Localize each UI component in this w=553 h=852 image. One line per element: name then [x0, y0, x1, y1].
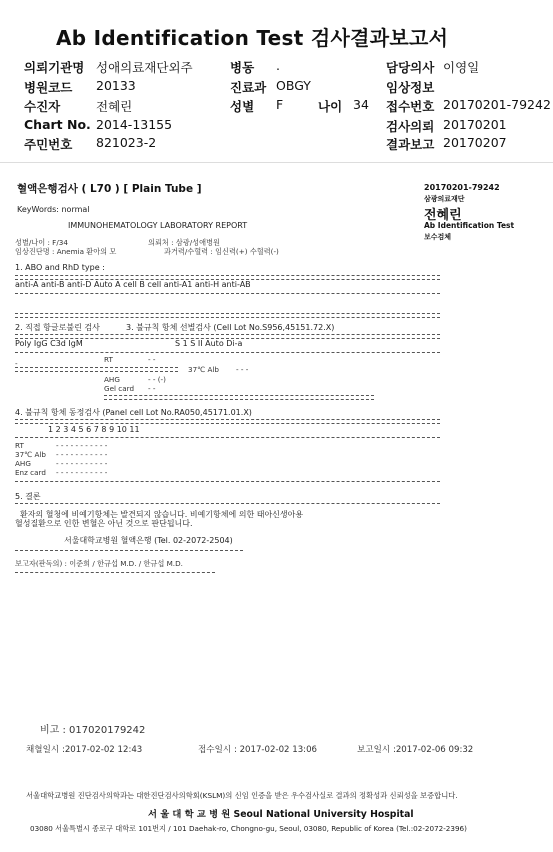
divider	[15, 419, 440, 424]
report-label: 결과보고	[386, 137, 435, 152]
section-screening: 3. 불규칙 항체 선별검사 (Cell Lot No.S956,45151.72.X)	[126, 323, 335, 332]
note-line: 비고 : 017020179242	[40, 725, 146, 736]
divider	[15, 313, 440, 318]
divider	[104, 395, 374, 400]
ward-value: .	[276, 58, 280, 73]
alb-label: 37℃ Alb	[188, 365, 219, 374]
keywords: KeyWords: normal	[17, 205, 90, 214]
dat-dash: -	[15, 359, 18, 368]
panel-ahg-label: AHG	[15, 459, 31, 468]
section-abo: 1. ABO and RhD type :	[15, 263, 105, 272]
lab-title: IMMUNOHEMATOLOGY LABORATORY REPORT	[68, 221, 248, 230]
report-value: 20170207	[443, 135, 507, 150]
sex-value: F	[276, 97, 284, 112]
stamp-note: 보수검체	[424, 233, 452, 241]
hospital-code-value: 20133	[96, 78, 136, 93]
panel-enz-values: - - - - - - - - - - -	[56, 468, 108, 477]
chart-label: Chart No.	[24, 117, 91, 132]
section-conclusion: 5. 결론	[15, 492, 41, 501]
panel-alb-values: - - - - - - - - - - -	[56, 450, 108, 459]
hospital-code-label: 병원코드	[24, 80, 73, 95]
divider	[15, 503, 440, 504]
screening-columns: S 1 S II Auto Di-a	[175, 339, 243, 348]
institution-value: 성애의료재단외주	[96, 60, 193, 75]
doctor-value: 이영일	[443, 60, 480, 75]
alb-values: - - -	[236, 365, 249, 374]
age-label: 나이	[318, 99, 343, 114]
client-info: 의뢰처 : 삼광/성애병원	[148, 238, 220, 247]
hospital-name: 서 울 대 학 교 병 원 Seoul National University Hospital	[148, 809, 414, 820]
resident-label: 주민번호	[24, 137, 73, 152]
stamp-test: Ab Identification Test	[424, 221, 515, 230]
gel-values: - -	[148, 384, 156, 393]
ahg-label: AHG	[104, 375, 120, 384]
rt-values: - -	[148, 355, 156, 364]
divider	[15, 293, 440, 294]
stamp-receipt: 20170201-79242	[424, 183, 500, 192]
divider	[15, 367, 178, 372]
request-value: 20170201	[443, 117, 507, 132]
reporter-line: 보고자(판독의) : 이준희 / 한규섭 M.D. / 한규섭 M.D.	[15, 559, 183, 568]
panel-numbers: 1 2 3 4 5 6 7 8 9 10 11	[48, 425, 140, 434]
patient-value: 전혜린	[96, 99, 133, 114]
stamp-name: 전혜린	[424, 208, 462, 223]
divider	[15, 481, 440, 482]
age-value: 34	[353, 97, 369, 112]
sheet-heading: 혈액은행검사 ( L70 ) [ Plain Tube ]	[17, 183, 202, 195]
divider	[15, 352, 440, 353]
doctor-label: 담당의사	[386, 60, 435, 75]
chart-value: 2014-13155	[96, 117, 173, 132]
divider	[15, 572, 215, 573]
panel-rt-values: - - - - - - - - - - -	[56, 441, 108, 450]
conclusion-line-2: 혈성질환으로 인한 변혈은 아닌 것으로 판단됩니다.	[15, 519, 193, 528]
patient-label: 수진자	[24, 99, 61, 114]
ahg-values: - - (-)	[148, 375, 166, 384]
patient-info-sex-age: 성별/나이 : F/34	[15, 238, 68, 247]
divider	[15, 550, 243, 551]
receive-time: 접수일시 : 2017-02-02 13:06	[198, 745, 318, 755]
panel-alb-label: 37℃ Alb	[15, 450, 46, 459]
institution-label: 의뢰기관명	[24, 60, 85, 75]
report-time: 보고일시 :2017-02-06 09:32	[357, 745, 474, 755]
stamp-org: 삼광의료재단	[424, 195, 465, 203]
dept-value: OBGY	[276, 78, 311, 93]
dat-columns: Poly IgG C3d IgM	[15, 339, 83, 348]
scanned-report-sheet	[0, 162, 553, 852]
panel-ahg-values: - - - - - - - - - - -	[56, 459, 108, 468]
clinical-label: 임상정보	[386, 80, 435, 95]
rt-label: RT	[104, 355, 113, 364]
collect-time: 채혈일시 :2017-02-02 12:43	[26, 745, 143, 755]
resident-value: 821023-2	[96, 135, 157, 150]
sex-label: 성별	[230, 99, 255, 114]
hospital-address: 03080 서울특별시 종로구 대학로 101번지 / 101 Daehak-ro, Chongno-gu, Seoul, 03080, Republic of Korea (Tel.:02-2072-2396)	[30, 824, 467, 833]
divider	[15, 437, 440, 438]
dept-label: 진료과	[230, 80, 267, 95]
ward-label: 병동	[230, 60, 255, 75]
receipt-label: 접수번호	[386, 99, 435, 114]
request-label: 검사의뢰	[386, 119, 435, 134]
report-title: Ab Identification Test 검사결과보고서	[56, 26, 449, 50]
abo-columns: anti-A anti-B anti-D Auto A cell B cell anti-A1 anti-H anti-AB	[15, 280, 251, 289]
gel-label: Gel card	[104, 384, 135, 393]
panel-rt-label: RT	[15, 441, 24, 450]
blood-bank-line: 서울대학교병원 혈액은행 (Tel. 02-2072-2504)	[64, 536, 233, 545]
patient-info-diagnosis: 임상진단명 : Anemia 환아의 모	[15, 247, 117, 256]
history-info: 과거력/수혈력 : 임신력(+) 수혈력(-)	[164, 247, 279, 256]
section-dat: 2. 직접 항글로불린 검사	[15, 323, 100, 332]
section-identification: 4. 불규칙 항체 동정검사 (Panel cell Lot No.RA050,45171.01.X)	[15, 408, 252, 417]
receipt-value: 20170201-79242	[443, 97, 551, 112]
conclusion-line-1: 환자의 혈청에 비예기항체는 발견되지 않습니다. 비예기항체에 의한 태아신생아용	[20, 510, 304, 519]
certification-note: 서울대학교병원 진단검사의학과는 대한진단검사의학회(KSLM)의 신임 인증을 받은 우수검사실로 결과의 정확성과 신뢰성을 보증합니다.	[26, 791, 458, 800]
panel-enz-label: Enz card	[15, 468, 46, 477]
